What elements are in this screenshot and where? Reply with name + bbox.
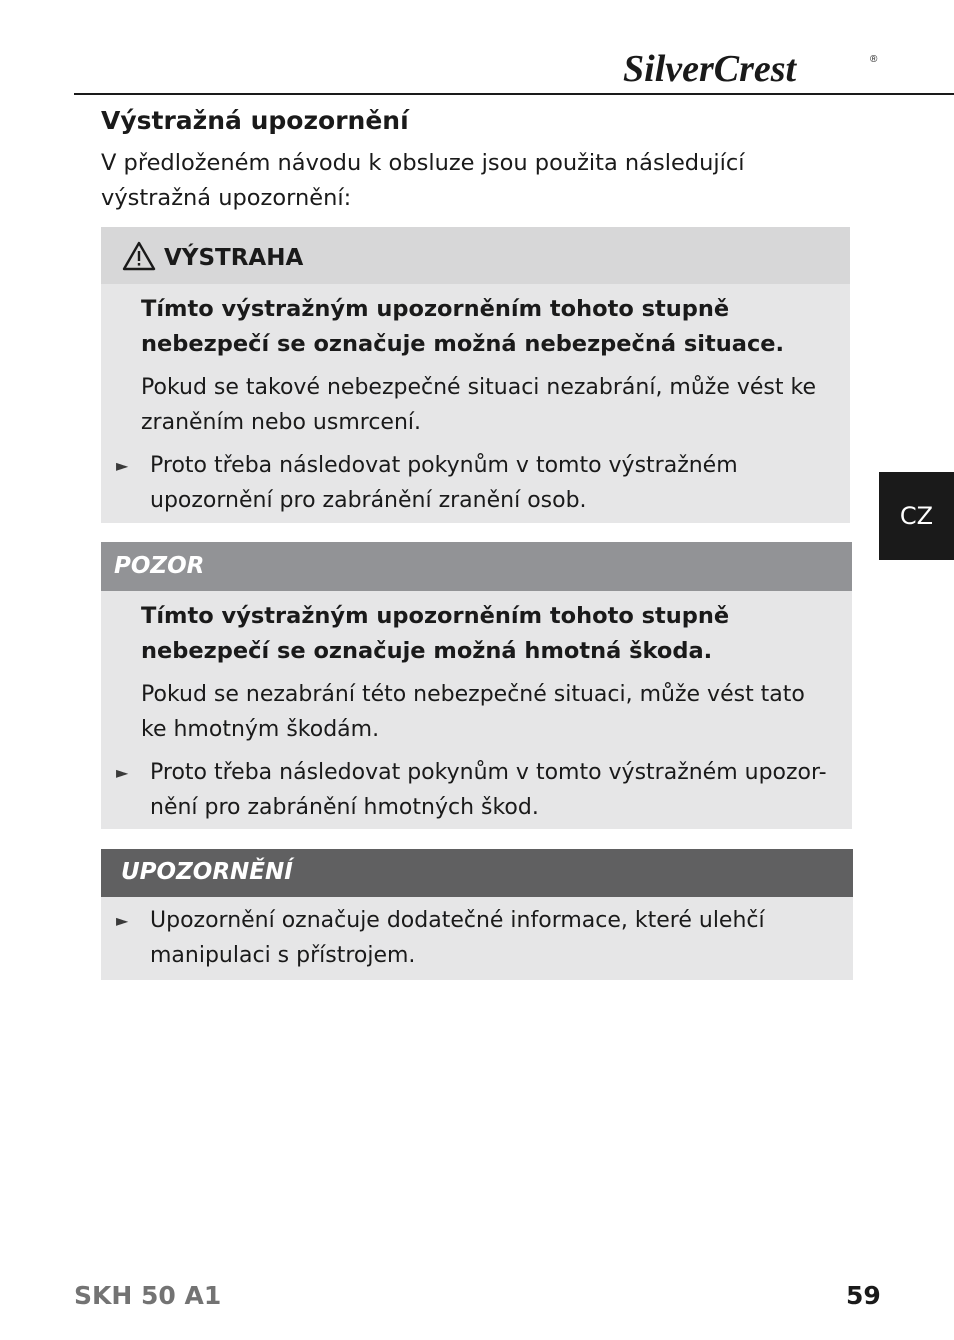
- registered-mark: ®: [870, 54, 878, 65]
- language-tab-label: CZ: [899, 502, 934, 530]
- caution-box-header: [101, 542, 852, 591]
- brand-logo: [623, 48, 883, 88]
- header-rule: [74, 93, 954, 95]
- warning-triangle-icon: [121, 240, 157, 276]
- note-bullet-text: Upozornění označuje dodatečné informace, které ulehčí manipulaci s přístrojem.: [150, 908, 765, 968]
- warning-box: [101, 227, 850, 523]
- footer-model: SKH 50 A1: [74, 1281, 222, 1310]
- caution-box-body: [101, 591, 852, 829]
- arrow-right-icon: ►: [116, 456, 129, 475]
- warning-bullet-text: Proto třeba následovat pokynům v tomto výstražném upozornění pro zabránění zranění osob.: [150, 453, 738, 513]
- note-box: [101, 849, 853, 980]
- caution-text: Pokud se nezabrání této nebezpečné situaci, může vést tato ke hmotným škodám.: [141, 682, 805, 742]
- brand-name: SilverCrest: [623, 48, 797, 88]
- caution-bullet-text: Proto třeba následovat pokynům v tomto výstražném upozor-nění pro zabránění hmotných škod.: [150, 760, 827, 820]
- arrow-right-icon: ►: [116, 911, 129, 930]
- note-box-body: [101, 897, 853, 980]
- caution-label: POZOR: [114, 553, 205, 579]
- section-intro: V předloženém návodu k obsluze jsou použita následující výstražná upozornění:: [101, 150, 745, 211]
- caution-bold-text: Tímto výstražným upozorněním tohoto stupně nebezpečí se označuje možná hmotná škoda.: [141, 603, 730, 664]
- note-label: UPOZORNĚNÍ: [121, 859, 293, 885]
- page-number: 59: [846, 1281, 881, 1310]
- warning-label: VÝSTRAHA: [164, 245, 304, 271]
- warning-bold-text: Tímto výstražným upozorněním tohoto stupně nebezpečí se označuje možná nebezpečná situace.: [141, 296, 785, 357]
- arrow-right-icon: ►: [116, 763, 129, 782]
- note-box-header: [101, 849, 853, 897]
- warning-text: Pokud se takové nebezpečné situaci nezabrání, může vést ke zraněním nebo usmrcení.: [141, 375, 817, 435]
- warning-box-body: [101, 284, 850, 523]
- caution-box: [101, 542, 852, 829]
- language-tab: [879, 472, 954, 560]
- section-title: Výstražná upozornění: [101, 106, 409, 135]
- warning-box-header: [101, 227, 850, 284]
